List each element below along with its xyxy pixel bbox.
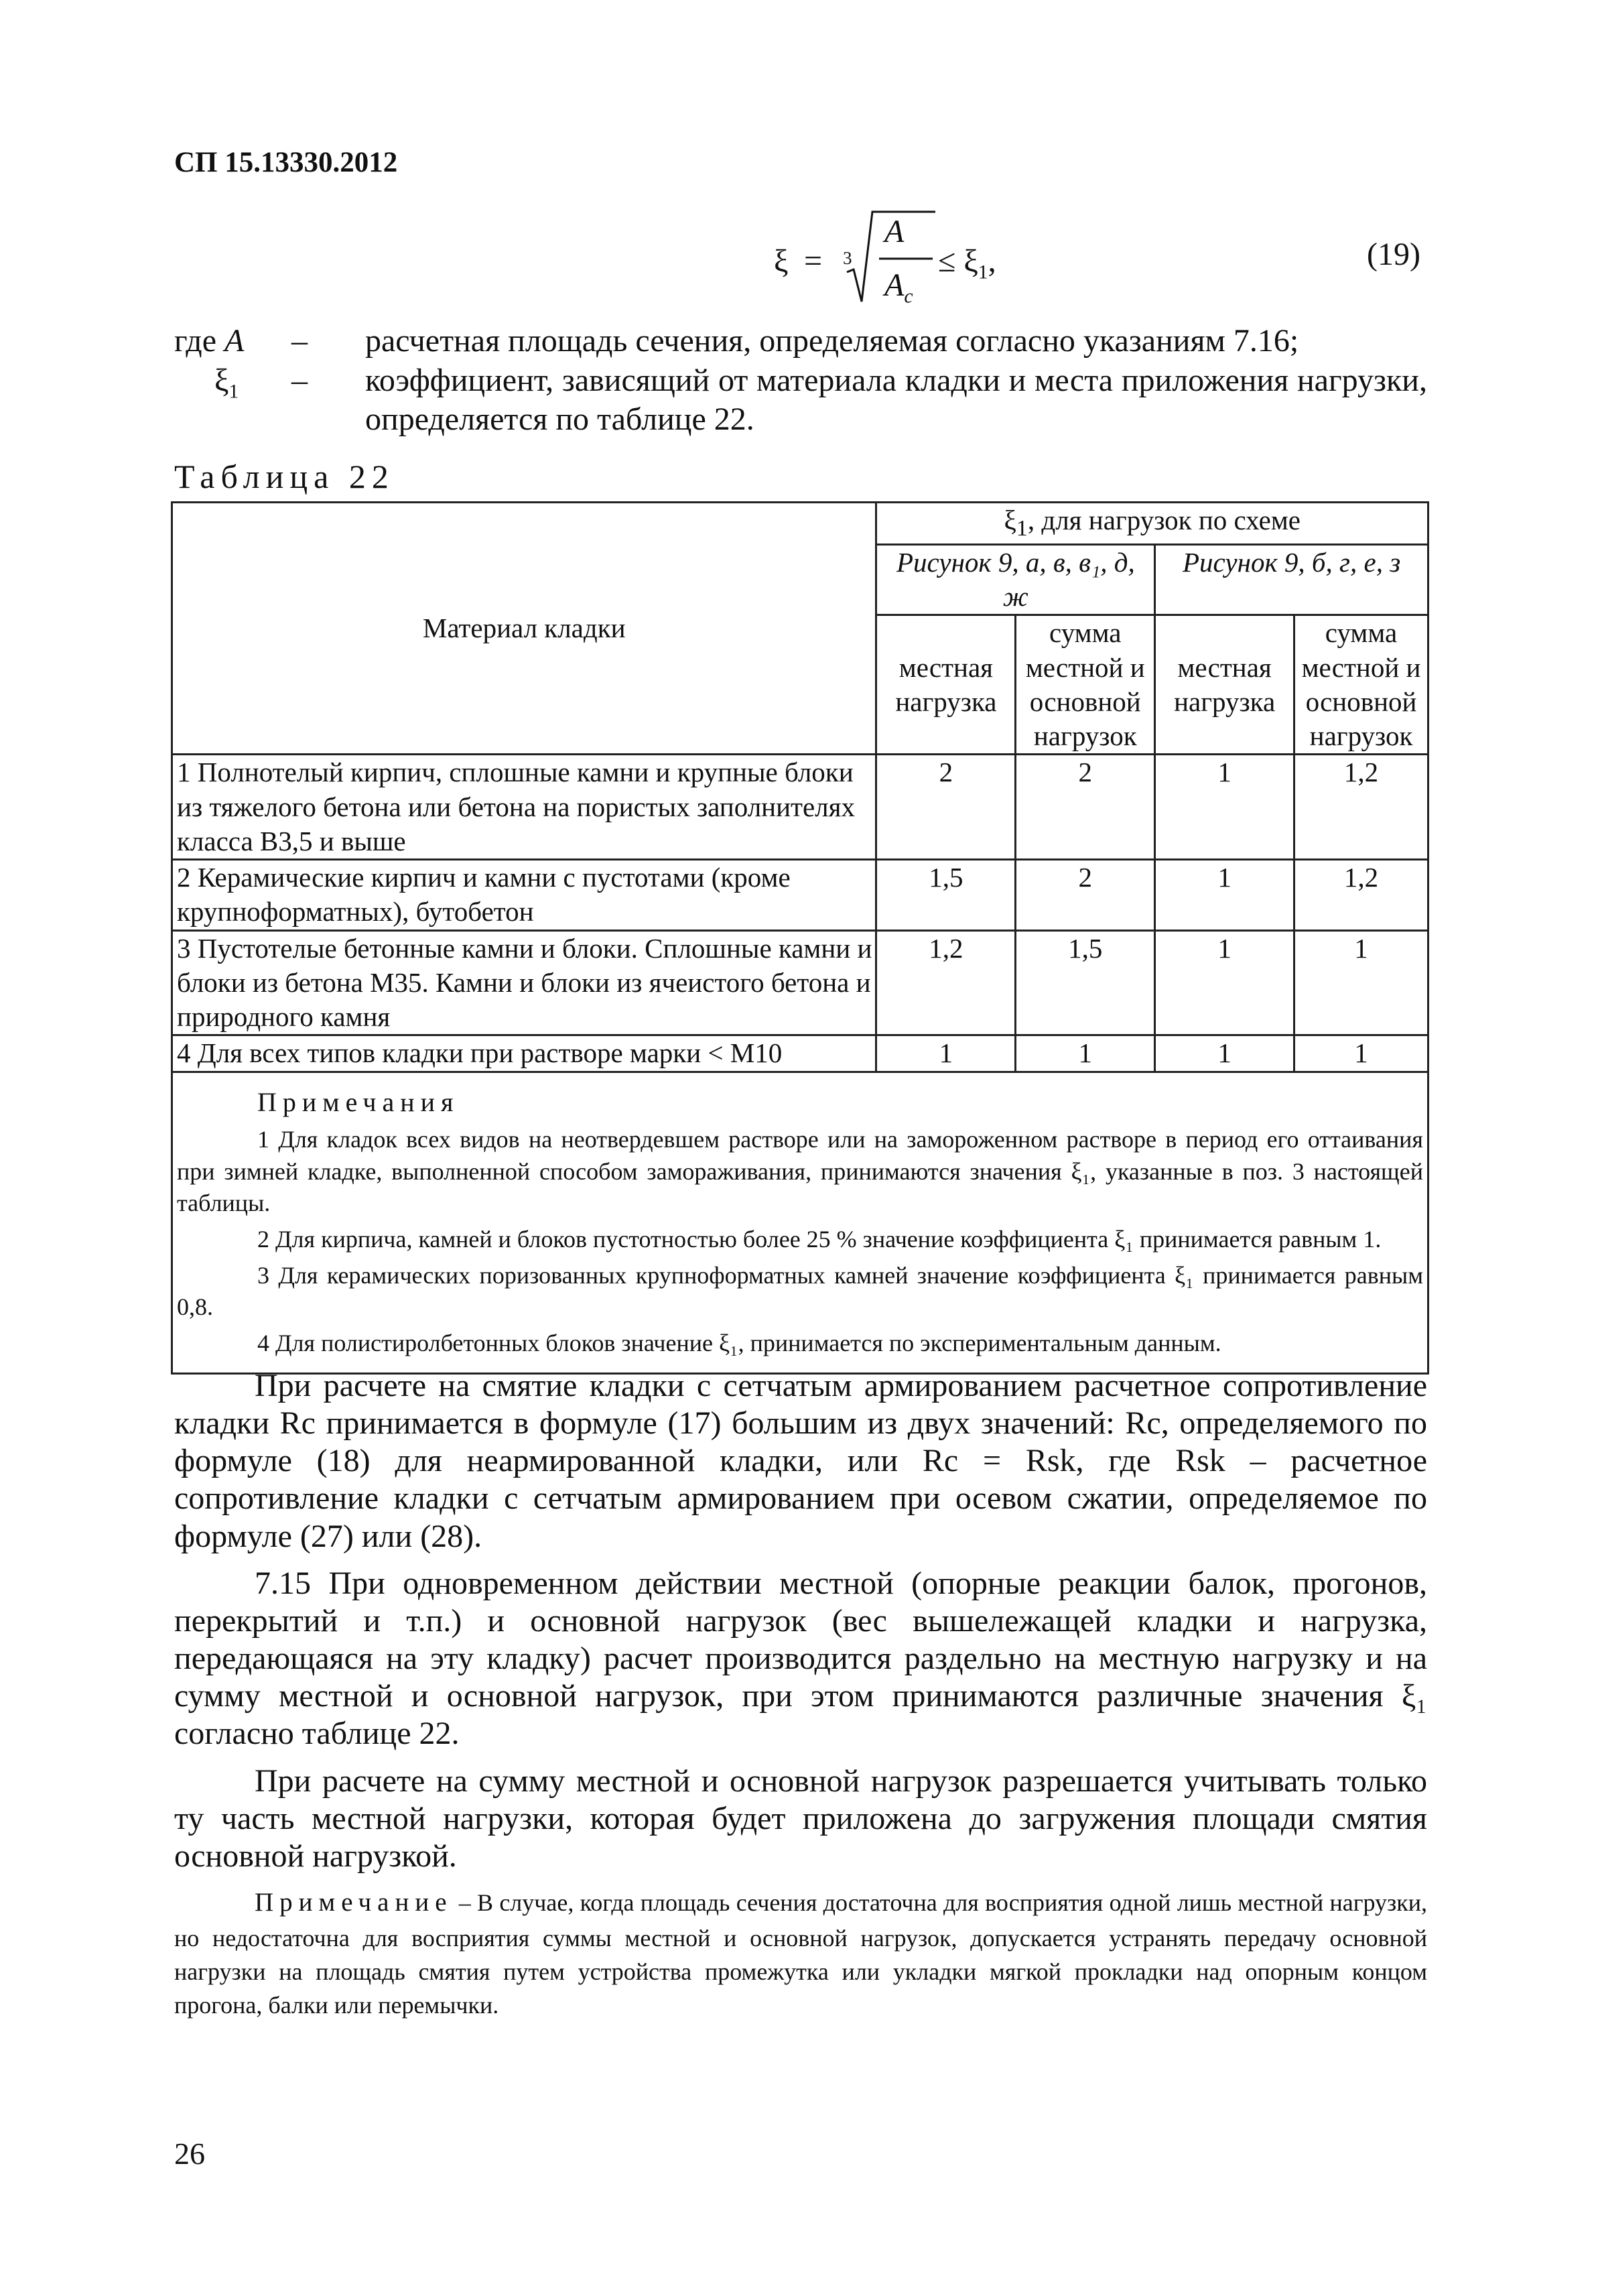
row-value: 2 [876, 755, 1016, 860]
note-label: Примечание [255, 1888, 453, 1917]
note-text: – В случае, когда площадь сечения достаточна для восприятия одной лишь местной нагрузки, но недостаточна для восприятия суммы местной и основной нагрузок, допускается устранять передачу основной нагрузки на площадь смятия путем устройства промежутка или укладки мягкой прокладки над опорным концом прогона, балки или перемычки. [174, 1889, 1428, 2019]
note-item: 3 Для керамических поризованных крупноформатных камней значение коэффициента ξ₁ принимается равным 0,8. [177, 1261, 1423, 1321]
formula-equals: = [804, 243, 823, 279]
table-row [172, 1035, 1428, 1072]
closing-note [174, 1885, 1427, 2023]
subheader-sum-1: сумма местной и основной нагрузок [1016, 615, 1155, 755]
row-value: 2 [1016, 860, 1155, 931]
definition-xi1: $\xi_1$ – коэффициент, зависящий от материала кладки и места приложения нагрузки, определяется по таблице 22. [214, 362, 1427, 438]
row-value: 1 [1294, 1035, 1428, 1072]
subheader-local-2: местная нагрузка [1155, 615, 1294, 755]
subheader-local-1: местная нагрузка [876, 615, 1016, 755]
row-material: 2 Керамические кирпич и камни с пустотами (кроме крупноформатных), бутобетон [172, 860, 876, 931]
paragraph-7-15: 7.15 При одновременном действии местной (опорные реакции балок, прогонов, перекрытий и т.п.) и основной нагрузок (вес вышележащей кладки и нагрузка, передающаяся на эту кладку) расчет производится раздельно на местную нагрузку и на сумму местной и основной нагрузок, при этом принимаются различные значения ξ₁ согласно таблице 22. [174, 1565, 1427, 1752]
row-material: 3 Пустотелые бетонные камни и блоки. Сплошные камни и блоки из бетона М35. Камни и блоки из ячеистого бетона и природного камня [172, 930, 876, 1035]
table-caption: Таблица 22 [174, 458, 395, 495]
formula-root-index: 3 [843, 248, 852, 268]
formula-denominator: $A_c$ [884, 267, 913, 308]
table-row [172, 755, 1428, 860]
row-value: 1,2 [1294, 860, 1428, 931]
row-value: 1 [1155, 755, 1294, 860]
table-row [172, 930, 1428, 1035]
row-material: 4 Для всех типов кладки при растворе марки < М10 [172, 1035, 876, 1072]
header-xi-group: $\xi_1$, для нагрузок по схеме [876, 503, 1428, 545]
row-material: 1 Полнотелый кирпич, сплошные камни и крупные блоки из тяжелого бетона или бетона на пористых заполнителях класса В3,5 и выше [172, 755, 876, 860]
formula-numerator: A [884, 214, 905, 249]
row-value: 1,5 [876, 860, 1016, 931]
paragraph: При расчете на сумму местной и основной нагрузок разрешается учитывать только ту часть местной нагрузки, которая будет приложена до загружения площади смятия основной нагрузкой. [174, 1763, 1427, 1874]
symbol-definitions [174, 322, 1427, 440]
header-scheme-2: Рисунок 9, б, г, е, з [1155, 544, 1428, 615]
row-value: 1 [876, 1035, 1016, 1072]
row-value: 1 [1155, 860, 1294, 931]
row-value: 1,2 [1294, 755, 1428, 860]
note-item: 4 Для полистиролбетонных блоков значение ξ₁, принимается по экспериментальным данным. [257, 1329, 1221, 1356]
document-code-header: СП 15.13330.2012 [174, 147, 398, 178]
body-text [174, 1367, 1427, 2032]
row-value: 1,5 [1016, 930, 1155, 1035]
row-value: 1 [1016, 1035, 1155, 1072]
row-value: 1 [1294, 930, 1428, 1035]
row-value: 1 [1155, 1035, 1294, 1072]
subheader-sum-2: сумма местной и основной нагрузок [1294, 615, 1428, 755]
header-material: Материал кладки [172, 503, 876, 755]
formula-19 [764, 208, 1045, 308]
formula-relation: ≤ $\xi_1$, [938, 243, 996, 283]
table-notes [172, 1072, 1428, 1373]
header-scheme-1: Рисунок 9, а, в, в₁, д, ж [876, 544, 1155, 615]
paragraph: При расчете на смятие кладки с сетчатым армированием расчетное сопротивление кладки Rc принимается в формуле (17) большим из двух значений: Rc, определяемого по формуле (18) для неармированной кладки, или Rc = Rsk, где Rsk – расчетное сопротивление кладки с сетчатым армированием при осевом сжатии, определяемое по формуле (27) или (28). [174, 1368, 1427, 1554]
note-item: 2 Для кирпича, камней и блоков пустотностью более 25 % значение коэффициента ξ₁ принимается равным 1. [257, 1225, 1382, 1253]
table-row [172, 860, 1428, 931]
formula-lhs: ξ [774, 243, 789, 279]
page-number: 26 [174, 2136, 205, 2171]
row-value: 1 [1155, 930, 1294, 1035]
row-value: 2 [1016, 755, 1155, 860]
equation-number: (19) [1367, 237, 1420, 272]
notes-title: Примечания [257, 1086, 460, 1117]
row-value: 1,2 [876, 930, 1016, 1035]
note-item: 1 Для кладок всех видов на неотвердевшем растворе или на замороженном растворе в период его оттаивания при зимней кладке, выполненной способом замораживания, принимаются значения ξ₁, указанные в поз. 3 настоящей таблицы. [177, 1126, 1423, 1217]
table-22 [171, 501, 1429, 1375]
definition-a: где A – расчетная площадь сечения, определяемая согласно указаниям 7.16; [174, 323, 1299, 359]
